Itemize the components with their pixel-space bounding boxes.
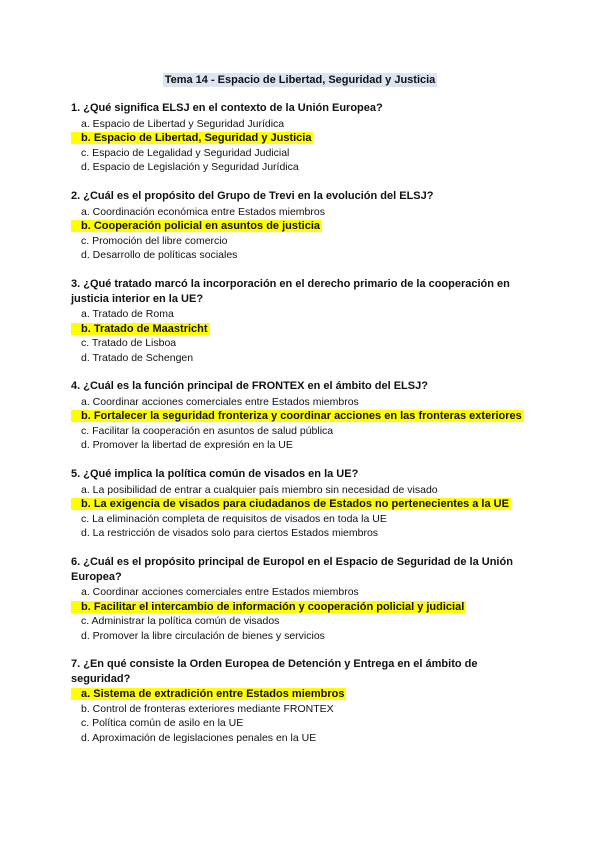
option-a: a. Espacio de Libertad y Seguridad Jurídica — [81, 117, 285, 130]
option-c: c. Administrar la política común de visados — [81, 615, 280, 628]
question-5 — [71, 467, 531, 541]
highlighted-answer: b. Tratado de Maastricht — [71, 323, 210, 335]
option-d: d. Espacio de Legislación y Seguridad Jurídica — [81, 161, 299, 174]
option-c: c. Promoción del libre comercio — [81, 234, 228, 247]
question-2 — [71, 189, 531, 263]
option-c: c. La eliminación completa de requisitos de visados en toda la UE — [81, 512, 387, 525]
question-text: 5. ¿Qué implica la política común de visados en la UE? — [71, 468, 359, 480]
page-title — [0, 70, 600, 88]
option-d: d. Promover la libertad de expresión en la UE — [81, 439, 293, 452]
option-d: d. Aproximación de legislaciones penales en la UE — [81, 731, 317, 744]
question-text: 4. ¿Cuál es la función principal de FRONTEX en el ámbito del ELSJ? — [71, 380, 428, 392]
highlighted-answer: a. Sistema de extradición entre Estados miembros — [71, 688, 346, 700]
question-text: 6. ¿Cuál es el propósito principal de Europol en el Espacio de Seguridad de la Unión Europea? — [71, 556, 513, 583]
option-b-correct — [71, 322, 531, 337]
option-c: c. Facilitar la cooperación en asuntos de salud pública — [81, 424, 334, 437]
option-a: a. Coordinación económica entre Estados miembros — [81, 205, 325, 218]
option-a: a. Tratado de Roma — [81, 308, 174, 320]
question-7 — [71, 657, 531, 745]
highlighted-answer: b. Espacio de Libertad, Seguridad y Justicia — [71, 132, 313, 144]
option-c: c. Política común de asilo en la UE — [81, 717, 244, 730]
option-d: d. Tratado de Schengen — [81, 351, 194, 364]
option-d: d. Desarrollo de políticas sociales — [81, 249, 238, 262]
question-text: 1. ¿Qué significa ELSJ en el contexto de la Unión Europea? — [71, 102, 383, 114]
highlighted-answer: b. Facilitar el intercambio de información y cooperación policial y judicial — [71, 601, 466, 613]
page-title-text: Tema 14 - Espacio de Libertad, Seguridad y Justicia — [164, 74, 436, 86]
highlighted-answer: b. Fortalecer la seguridad fronteriza y coordinar acciones en las fronteras exteriores — [71, 410, 524, 422]
option-b-correct — [71, 219, 531, 234]
option-a: a. La posibilidad de entrar a cualquier país miembro sin necesidad de visado — [81, 483, 438, 496]
option-b: b. Control de fronteras exteriores mediante FRONTEX — [81, 702, 334, 715]
question-3 — [71, 277, 531, 365]
option-a: a. Coordinar acciones comerciales entre Estados miembros — [81, 586, 359, 598]
highlighted-answer: b. La exigencia de visados para ciudadanos de Estados no pertenecientes a la UE — [71, 498, 511, 510]
option-a-correct — [71, 687, 531, 702]
option-a: a. Coordinar acciones comerciales entre Estados miembros — [81, 395, 359, 408]
question-1 — [71, 101, 531, 175]
option-d: d. Promover la libre circulación de bienes y servicios — [81, 629, 325, 642]
question-text: 2. ¿Cuál es el propósito del Grupo de Trevi en la evolución del ELSJ? — [71, 190, 434, 202]
option-b-correct — [71, 131, 531, 146]
option-c: c. Espacio de Legalidad y Seguridad Judicial — [81, 146, 290, 159]
option-c: c. Tratado de Lisboa — [81, 337, 177, 350]
question-4 — [71, 379, 531, 453]
option-b-correct — [71, 497, 531, 512]
option-b-correct — [71, 409, 531, 424]
question-6 — [71, 555, 531, 643]
option-b-correct — [71, 600, 531, 615]
highlighted-answer: b. Cooperación policial en asuntos de justicia — [71, 220, 322, 232]
question-text: 3. ¿Qué tratado marcó la incorporación en el derecho primario de la cooperación en justicia interior en la UE? — [71, 278, 510, 305]
question-text: 7. ¿En qué consiste la Orden Europea de Detención y Entrega en el ámbito de seguridad? — [71, 658, 478, 685]
option-d: d. La restricción de visados solo para ciertos Estados miembros — [81, 527, 379, 540]
